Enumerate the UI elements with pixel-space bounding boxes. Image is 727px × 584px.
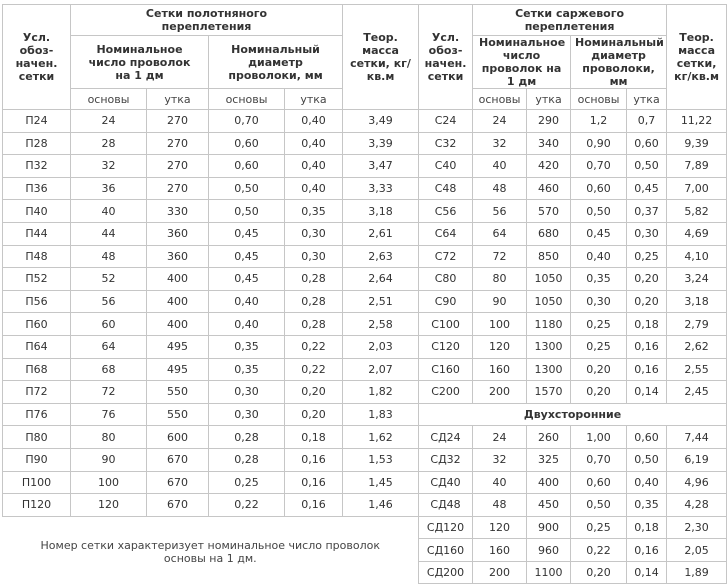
double-mass-cell: 2,30 xyxy=(667,516,727,539)
double-diam-warp-cell: 0,25 xyxy=(571,516,627,539)
twill-code-cell: С160 xyxy=(419,358,473,381)
plain-diam-warp-label: основы xyxy=(209,89,285,110)
double-code-cell: СД160 xyxy=(419,539,473,562)
twill-diam-warp-label: основы xyxy=(571,89,627,110)
plain-count-warp-cell: 56 xyxy=(71,290,147,313)
plain-diam-warp-cell: 0,45 xyxy=(209,268,285,291)
twill-count-weft-cell: 1050 xyxy=(527,268,571,291)
twill-code-cell: С56 xyxy=(419,200,473,223)
twill-count-weft-cell: 1180 xyxy=(527,313,571,336)
plain-code-cell: П90 xyxy=(3,448,71,471)
table-row xyxy=(3,177,727,200)
plain-count-warp-cell: 80 xyxy=(71,426,147,449)
plain-count-weft-cell: 670 xyxy=(147,471,209,494)
twill-code-cell: С72 xyxy=(419,245,473,268)
twill-count-header: Номинальное число проволок на 1 дм xyxy=(473,36,571,89)
twill-diam-weft-cell: 0,30 xyxy=(627,222,667,245)
twill-count-weft-cell: 1300 xyxy=(527,358,571,381)
double-diam-warp-cell: 0,70 xyxy=(571,448,627,471)
twill-diam-warp-cell: 0,60 xyxy=(571,177,627,200)
double-diam-weft-cell: 0,60 xyxy=(627,426,667,449)
table-row xyxy=(3,358,727,381)
plain-diam-weft-cell: 0,16 xyxy=(285,448,343,471)
plain-count-warp-cell: 68 xyxy=(71,358,147,381)
twill-count-warp-cell: 80 xyxy=(473,268,527,291)
plain-mass-cell: 1,83 xyxy=(343,403,419,426)
plain-code-cell: П44 xyxy=(3,222,71,245)
plain-diam-weft-cell: 0,30 xyxy=(285,222,343,245)
plain-mass-cell: 1,53 xyxy=(343,448,419,471)
twill-code-header: Усл. обоз- начен. сетки xyxy=(419,5,473,110)
plain-mass-cell: 3,39 xyxy=(343,132,419,155)
plain-code-cell: П52 xyxy=(3,268,71,291)
twill-diam-weft-cell: 0,25 xyxy=(627,245,667,268)
plain-mass-cell: 2,58 xyxy=(343,313,419,336)
twill-diam-weft-cell: 0,20 xyxy=(627,290,667,313)
plain-count-weft-cell: 400 xyxy=(147,313,209,336)
double-code-cell: СД24 xyxy=(419,426,473,449)
double-mass-cell: 4,96 xyxy=(667,471,727,494)
twill-diam-warp-cell: 0,45 xyxy=(571,222,627,245)
plain-diam-warp-cell: 0,25 xyxy=(209,471,285,494)
double-sided-section-label: Двухсторонние xyxy=(419,403,727,426)
twill-code-cell: С80 xyxy=(419,268,473,291)
plain-diam-weft-label: утка xyxy=(285,89,343,110)
twill-mass-cell: 9,39 xyxy=(667,132,727,155)
plain-diam-warp-cell: 0,45 xyxy=(209,222,285,245)
plain-count-weft-cell: 360 xyxy=(147,245,209,268)
table-row xyxy=(3,313,727,336)
twill-code-cell: С32 xyxy=(419,132,473,155)
double-mass-cell: 2,05 xyxy=(667,539,727,562)
plain-diam-warp-cell: 0,70 xyxy=(209,110,285,133)
table-row xyxy=(3,200,727,223)
twill-count-weft-cell: 680 xyxy=(527,222,571,245)
plain-count-warp-cell: 36 xyxy=(71,177,147,200)
plain-count-warp-cell: 90 xyxy=(71,448,147,471)
table-row xyxy=(3,132,727,155)
double-count-warp-cell: 160 xyxy=(473,539,527,562)
twill-count-warp-cell: 48 xyxy=(473,177,527,200)
table-row xyxy=(3,381,727,404)
plain-count-weft-cell: 270 xyxy=(147,110,209,133)
plain-diam-warp-cell: 0,40 xyxy=(209,290,285,313)
plain-code-cell: П76 xyxy=(3,403,71,426)
twill-mass-cell: 4,10 xyxy=(667,245,727,268)
plain-mass-cell: 3,49 xyxy=(343,110,419,133)
twill-count-weft-cell: 460 xyxy=(527,177,571,200)
plain-code-cell: П72 xyxy=(3,381,71,404)
plain-mass-cell: 3,47 xyxy=(343,155,419,178)
plain-diam-warp-cell: 0,35 xyxy=(209,358,285,381)
table-row xyxy=(3,335,727,358)
plain-count-weft-cell: 270 xyxy=(147,155,209,178)
twill-code-cell: С64 xyxy=(419,222,473,245)
plain-diam-warp-cell: 0,35 xyxy=(209,335,285,358)
plain-diam-weft-cell: 0,35 xyxy=(285,200,343,223)
twill-diam-warp-cell: 0,70 xyxy=(571,155,627,178)
plain-mass-cell: 2,51 xyxy=(343,290,419,313)
wire-mesh-table-container xyxy=(2,4,719,584)
twill-diam-weft-cell: 0,16 xyxy=(627,358,667,381)
plain-code-cell: П28 xyxy=(3,132,71,155)
plain-count-header: Номинальное число проволок на 1 дм xyxy=(71,36,209,89)
double-count-warp-cell: 24 xyxy=(473,426,527,449)
double-count-weft-cell: 1100 xyxy=(527,561,571,584)
table-row xyxy=(3,448,727,471)
plain-diam-weft-cell: 0,16 xyxy=(285,494,343,517)
twill-diam-warp-cell: 1,2 xyxy=(571,110,627,133)
plain-diam-weft-cell: 0,28 xyxy=(285,290,343,313)
double-code-cell: СД32 xyxy=(419,448,473,471)
footnote: Номер сетки характеризует номинальное число проволок основы на 1 дм. xyxy=(40,538,381,565)
double-diam-warp-cell: 0,60 xyxy=(571,471,627,494)
plain-code-cell: П68 xyxy=(3,358,71,381)
plain-diam-weft-cell: 0,40 xyxy=(285,155,343,178)
twill-diam-weft-cell: 0,14 xyxy=(627,381,667,404)
wire-mesh-table xyxy=(2,4,727,584)
double-count-weft-cell: 260 xyxy=(527,426,571,449)
plain-diam-weft-cell: 0,18 xyxy=(285,426,343,449)
plain-count-weft-cell: 400 xyxy=(147,290,209,313)
twill-count-warp-cell: 100 xyxy=(473,313,527,336)
plain-code-cell: П100 xyxy=(3,471,71,494)
twill-mass-cell: 3,24 xyxy=(667,268,727,291)
plain-diam-weft-cell: 0,16 xyxy=(285,471,343,494)
twill-count-warp-cell: 72 xyxy=(473,245,527,268)
twill-count-warp-cell: 40 xyxy=(473,155,527,178)
twill-diam-weft-cell: 0,60 xyxy=(627,132,667,155)
plain-count-warp-cell: 48 xyxy=(71,245,147,268)
plain-code-cell: П48 xyxy=(3,245,71,268)
twill-mass-cell: 5,82 xyxy=(667,200,727,223)
plain-mass-cell: 1,46 xyxy=(343,494,419,517)
double-diam-warp-cell: 1,00 xyxy=(571,426,627,449)
twill-diam-warp-cell: 0,40 xyxy=(571,245,627,268)
plain-mass-cell: 2,07 xyxy=(343,358,419,381)
double-code-cell: СД48 xyxy=(419,494,473,517)
double-count-weft-cell: 960 xyxy=(527,539,571,562)
plain-count-warp-cell: 64 xyxy=(71,335,147,358)
plain-code-cell: П60 xyxy=(3,313,71,336)
twill-count-warp-cell: 90 xyxy=(473,290,527,313)
plain-diam-weft-cell: 0,28 xyxy=(285,313,343,336)
table-row xyxy=(3,516,727,539)
twill-count-weft-cell: 850 xyxy=(527,245,571,268)
twill-count-warp-cell: 120 xyxy=(473,335,527,358)
twill-diam-warp-cell: 0,35 xyxy=(571,268,627,291)
twill-count-warp-cell: 200 xyxy=(473,381,527,404)
double-count-weft-cell: 325 xyxy=(527,448,571,471)
plain-diam-weft-cell: 0,30 xyxy=(285,245,343,268)
plain-count-warp-cell: 24 xyxy=(71,110,147,133)
twill-diam-warp-cell: 0,30 xyxy=(571,290,627,313)
plain-count-warp-cell: 60 xyxy=(71,313,147,336)
plain-count-weft-cell: 550 xyxy=(147,403,209,426)
double-diam-weft-cell: 0,50 xyxy=(627,448,667,471)
twill-diam-weft-cell: 0,50 xyxy=(627,155,667,178)
plain-count-warp-cell: 40 xyxy=(71,200,147,223)
plain-count-warp-cell: 28 xyxy=(71,132,147,155)
twill-count-weft-cell: 1050 xyxy=(527,290,571,313)
table-row xyxy=(3,110,727,133)
twill-mass-cell: 7,00 xyxy=(667,177,727,200)
double-diam-weft-cell: 0,40 xyxy=(627,471,667,494)
double-diam-weft-cell: 0,16 xyxy=(627,539,667,562)
double-count-warp-cell: 32 xyxy=(473,448,527,471)
twill-mass-header: Теор. масса сетки, кг/кв.м xyxy=(667,5,727,110)
plain-diam-warp-cell: 0,40 xyxy=(209,313,285,336)
table-row xyxy=(3,268,727,291)
twill-count-weft-cell: 1300 xyxy=(527,335,571,358)
plain-count-warp-cell: 76 xyxy=(71,403,147,426)
plain-diam-warp-cell: 0,28 xyxy=(209,426,285,449)
twill-code-cell: С100 xyxy=(419,313,473,336)
plain-mass-cell: 3,33 xyxy=(343,177,419,200)
twill-count-weft-cell: 340 xyxy=(527,132,571,155)
plain-count-weft-cell: 270 xyxy=(147,177,209,200)
plain-diam-warp-cell: 0,22 xyxy=(209,494,285,517)
double-count-warp-cell: 48 xyxy=(473,494,527,517)
plain-mass-header: Теор. масса сетки, кг/кв.м xyxy=(343,5,419,110)
twill-diam-weft-cell: 0,16 xyxy=(627,335,667,358)
table-row xyxy=(3,426,727,449)
table-row xyxy=(3,290,727,313)
plain-diam-warp-cell: 0,60 xyxy=(209,132,285,155)
plain-mass-cell: 3,18 xyxy=(343,200,419,223)
twill-count-weft-label: утка xyxy=(527,89,571,110)
plain-diam-warp-cell: 0,50 xyxy=(209,200,285,223)
plain-diam-warp-cell: 0,60 xyxy=(209,155,285,178)
plain-diameter-header: Номинальный диаметр проволоки, мм xyxy=(209,36,343,89)
twill-diam-weft-cell: 0,18 xyxy=(627,313,667,336)
double-count-warp-cell: 200 xyxy=(473,561,527,584)
plain-diam-warp-cell: 0,50 xyxy=(209,177,285,200)
twill-code-cell: С200 xyxy=(419,381,473,404)
twill-diam-weft-cell: 0,45 xyxy=(627,177,667,200)
twill-mass-cell: 2,79 xyxy=(667,313,727,336)
plain-count-warp-label: основы xyxy=(71,89,147,110)
plain-mass-cell: 1,82 xyxy=(343,381,419,404)
twill-mass-cell: 2,45 xyxy=(667,381,727,404)
plain-mass-cell: 1,45 xyxy=(343,471,419,494)
twill-count-weft-cell: 570 xyxy=(527,200,571,223)
twill-diam-warp-cell: 0,20 xyxy=(571,381,627,404)
table-row xyxy=(3,245,727,268)
plain-count-weft-cell: 330 xyxy=(147,200,209,223)
plain-count-weft-cell: 495 xyxy=(147,335,209,358)
double-count-warp-cell: 40 xyxy=(473,471,527,494)
plain-count-weft-label: утка xyxy=(147,89,209,110)
table-row xyxy=(3,494,727,517)
plain-count-weft-cell: 600 xyxy=(147,426,209,449)
twill-count-weft-cell: 420 xyxy=(527,155,571,178)
double-diam-warp-cell: 0,50 xyxy=(571,494,627,517)
plain-mass-cell: 2,03 xyxy=(343,335,419,358)
double-mass-cell: 7,44 xyxy=(667,426,727,449)
twill-count-warp-cell: 160 xyxy=(473,358,527,381)
twill-mass-cell: 2,55 xyxy=(667,358,727,381)
twill-count-warp-label: основы xyxy=(473,89,527,110)
double-diam-weft-cell: 0,35 xyxy=(627,494,667,517)
plain-diam-weft-cell: 0,40 xyxy=(285,177,343,200)
plain-code-cell: П80 xyxy=(3,426,71,449)
double-diam-warp-cell: 0,22 xyxy=(571,539,627,562)
plain-mass-cell: 2,63 xyxy=(343,245,419,268)
twill-diam-warp-cell: 0,25 xyxy=(571,313,627,336)
plain-code-cell: П24 xyxy=(3,110,71,133)
plain-count-warp-cell: 52 xyxy=(71,268,147,291)
plain-mass-cell: 1,62 xyxy=(343,426,419,449)
plain-count-warp-cell: 72 xyxy=(71,381,147,404)
twill-code-cell: С120 xyxy=(419,335,473,358)
plain-code-cell: П120 xyxy=(3,494,71,517)
plain-mass-cell: 2,61 xyxy=(343,222,419,245)
table-row xyxy=(3,155,727,178)
double-count-weft-cell: 900 xyxy=(527,516,571,539)
plain-count-weft-cell: 670 xyxy=(147,448,209,471)
double-mass-cell: 1,89 xyxy=(667,561,727,584)
plain-count-weft-cell: 270 xyxy=(147,132,209,155)
double-count-warp-cell: 120 xyxy=(473,516,527,539)
plain-count-warp-cell: 44 xyxy=(71,222,147,245)
twill-diam-warp-cell: 0,20 xyxy=(571,358,627,381)
table-row xyxy=(3,403,727,426)
plain-diam-warp-cell: 0,45 xyxy=(209,245,285,268)
twill-diam-weft-cell: 0,7 xyxy=(627,110,667,133)
plain-code-cell: П64 xyxy=(3,335,71,358)
double-diam-weft-cell: 0,18 xyxy=(627,516,667,539)
twill-count-warp-cell: 64 xyxy=(473,222,527,245)
twill-weave-header: Сетки саржевого переплетения xyxy=(473,5,667,36)
double-diam-warp-cell: 0,20 xyxy=(571,561,627,584)
twill-diam-warp-cell: 0,50 xyxy=(571,200,627,223)
plain-diam-weft-cell: 0,40 xyxy=(285,110,343,133)
plain-count-weft-cell: 670 xyxy=(147,494,209,517)
plain-code-cell: П36 xyxy=(3,177,71,200)
twill-count-warp-cell: 32 xyxy=(473,132,527,155)
plain-diam-weft-cell: 0,22 xyxy=(285,358,343,381)
plain-count-warp-cell: 100 xyxy=(71,471,147,494)
twill-code-cell: С24 xyxy=(419,110,473,133)
plain-count-weft-cell: 495 xyxy=(147,358,209,381)
twill-mass-cell: 4,69 xyxy=(667,222,727,245)
double-code-cell: СД40 xyxy=(419,471,473,494)
twill-code-cell: С40 xyxy=(419,155,473,178)
plain-count-weft-cell: 400 xyxy=(147,268,209,291)
twill-diam-warp-cell: 0,90 xyxy=(571,132,627,155)
plain-count-warp-cell: 32 xyxy=(71,155,147,178)
plain-diam-warp-cell: 0,30 xyxy=(209,381,285,404)
double-diam-weft-cell: 0,14 xyxy=(627,561,667,584)
plain-code-cell: П40 xyxy=(3,200,71,223)
twill-count-weft-cell: 290 xyxy=(527,110,571,133)
twill-diam-weft-cell: 0,37 xyxy=(627,200,667,223)
plain-diam-warp-cell: 0,30 xyxy=(209,403,285,426)
double-code-cell: СД120 xyxy=(419,516,473,539)
twill-mass-cell: 7,89 xyxy=(667,155,727,178)
plain-diam-weft-cell: 0,22 xyxy=(285,335,343,358)
plain-diam-weft-cell: 0,28 xyxy=(285,268,343,291)
plain-diam-weft-cell: 0,20 xyxy=(285,381,343,404)
plain-count-weft-cell: 360 xyxy=(147,222,209,245)
twill-count-weft-cell: 1570 xyxy=(527,381,571,404)
twill-diam-weft-cell: 0,20 xyxy=(627,268,667,291)
plain-diam-warp-cell: 0,28 xyxy=(209,448,285,471)
double-mass-cell: 6,19 xyxy=(667,448,727,471)
plain-diam-weft-cell: 0,20 xyxy=(285,403,343,426)
plain-weave-header: Сетки полотняного переплетения xyxy=(71,5,343,36)
twill-count-warp-cell: 56 xyxy=(473,200,527,223)
twill-code-cell: С90 xyxy=(419,290,473,313)
twill-mass-cell: 2,62 xyxy=(667,335,727,358)
table-row xyxy=(3,222,727,245)
twill-count-warp-cell: 24 xyxy=(473,110,527,133)
twill-diameter-header: Номинальный диаметр проволоки, мм xyxy=(571,36,667,89)
double-count-weft-cell: 450 xyxy=(527,494,571,517)
plain-count-weft-cell: 550 xyxy=(147,381,209,404)
plain-code-cell: П32 xyxy=(3,155,71,178)
plain-mass-cell: 2,64 xyxy=(343,268,419,291)
double-mass-cell: 4,28 xyxy=(667,494,727,517)
table-row xyxy=(3,471,727,494)
twill-code-cell: С48 xyxy=(419,177,473,200)
double-count-weft-cell: 400 xyxy=(527,471,571,494)
plain-code-header: Усл. обоз- начен. сетки xyxy=(3,5,71,110)
double-code-cell: СД200 xyxy=(419,561,473,584)
plain-code-cell: П56 xyxy=(3,290,71,313)
twill-mass-cell: 11,22 xyxy=(667,110,727,133)
twill-mass-cell: 3,18 xyxy=(667,290,727,313)
plain-count-warp-cell: 120 xyxy=(71,494,147,517)
twill-diam-warp-cell: 0,25 xyxy=(571,335,627,358)
plain-diam-weft-cell: 0,40 xyxy=(285,132,343,155)
twill-diam-weft-label: утка xyxy=(627,89,667,110)
